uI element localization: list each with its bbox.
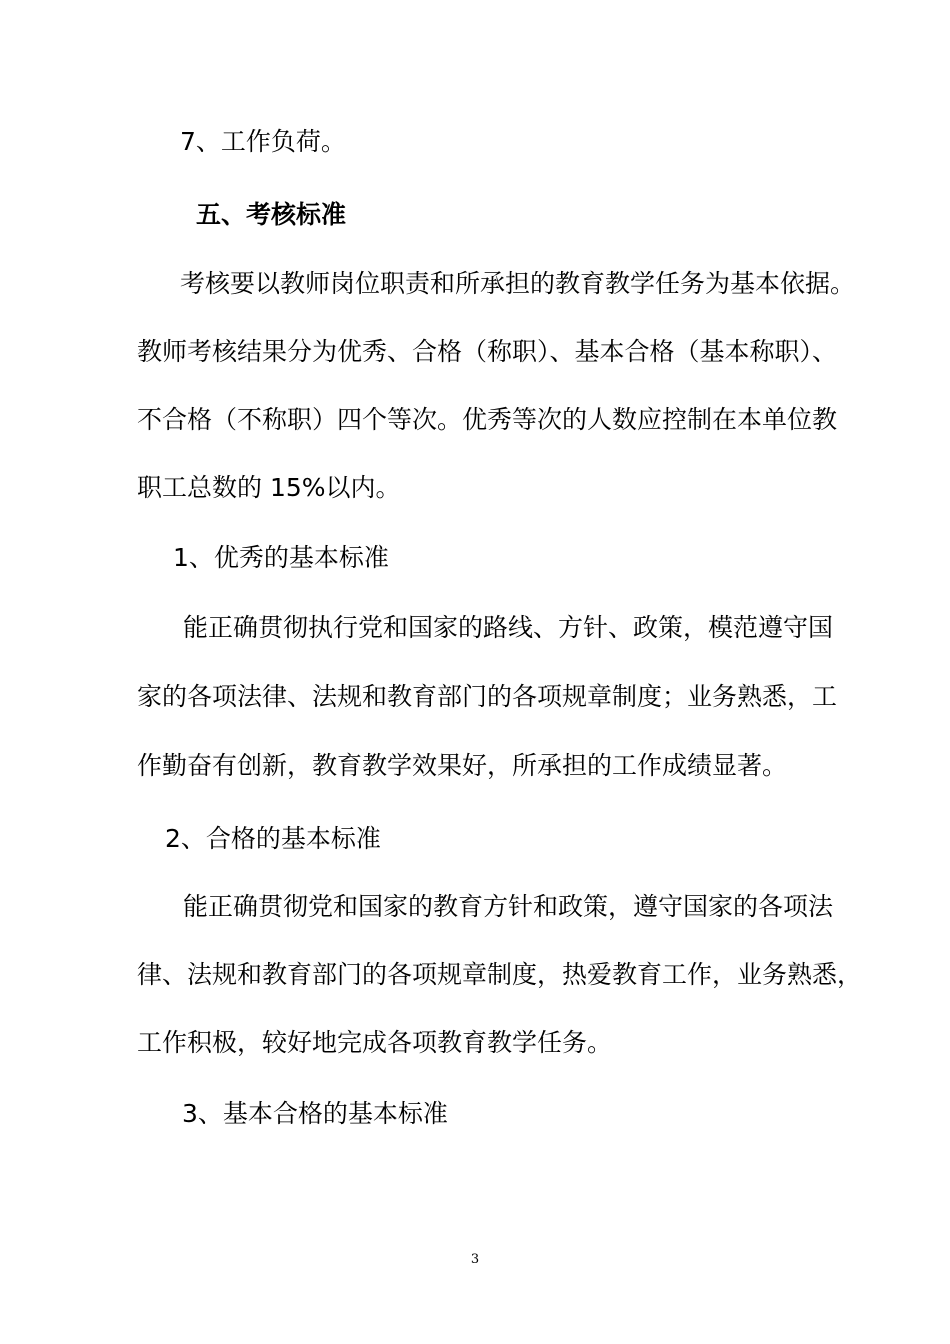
paragraph-line: 家的各项法律、法规和教育部门的各项规章制度；业务熟悉，工 (137, 682, 838, 711)
paragraph-line: 职工总数的 15%以内。 (137, 473, 401, 502)
page-number: 3 (470, 1252, 480, 1267)
paragraph-line: 工作积极，较好地完成各项教育教学任务。 (137, 1028, 613, 1057)
subsection-heading: 2、合格的基本标准 (165, 824, 381, 853)
paragraph-line: 考核要以教师岗位职责和所承担的教育教学任务为基本依据。 (180, 269, 856, 298)
paragraph-line: 教师考核结果分为优秀、合格（称职）、基本合格（基本称职）、 (137, 337, 838, 366)
subsection-heading: 3、基本合格的基本标准 (182, 1099, 448, 1128)
paragraph-line: 不合格（不称职）四个等次。优秀等次的人数应控制在本单位教 (137, 405, 838, 434)
paragraph-line: 作勤奋有创新，教育教学效果好，所承担的工作成绩显著。 (137, 751, 788, 780)
list-item-7: 7、工作负荷。 (180, 127, 346, 156)
paragraph-line: 律、法规和教育部门的各项规章制度，热爱教育工作，业务熟悉， (137, 960, 863, 989)
section-heading: 五、考核标准 (196, 200, 347, 229)
paragraph-line: 能正确贯彻党和国家的教育方针和政策，遵守国家的各项法 (183, 892, 834, 921)
paragraph-line: 能正确贯彻执行党和国家的路线、方针、政策，模范遵守国 (183, 613, 834, 642)
subsection-heading: 1、优秀的基本标准 (173, 543, 389, 572)
